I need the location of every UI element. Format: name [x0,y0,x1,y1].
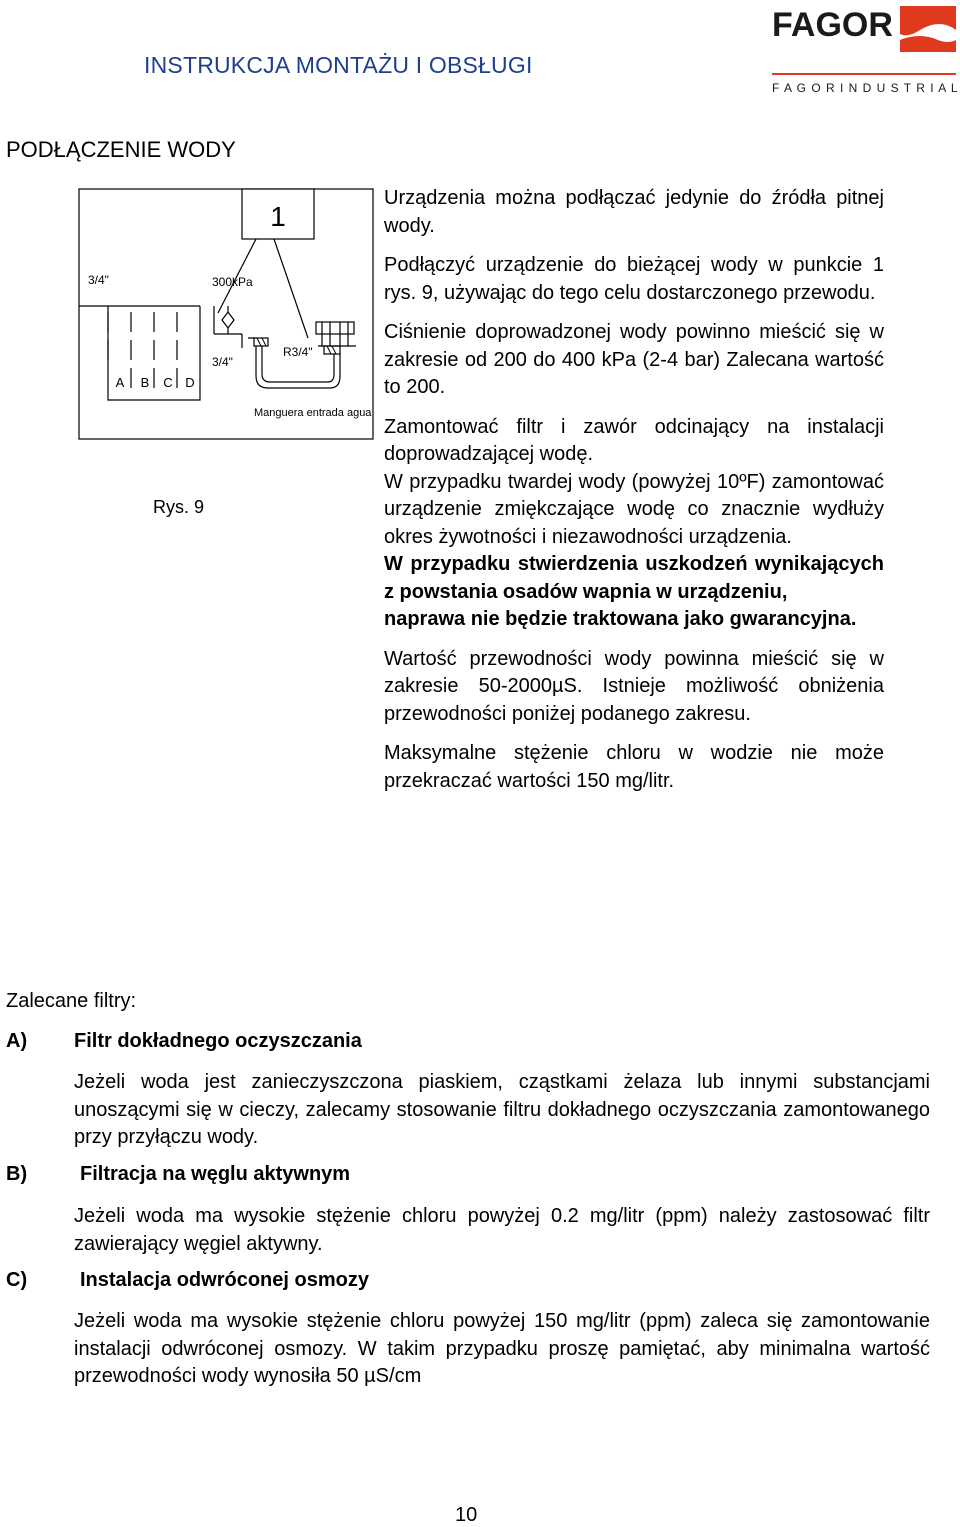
paragraph-limescale-warning: W przypadku stwierdzenia uszkodzeń wynikających z powstania osadów wapnia w urządzeniu, [384,553,884,603]
logo-emblem-icon [900,6,956,35]
paragraph-warranty-warning: naprawa nie będzie traktowana jako gwarancyjna. [384,608,857,630]
section-title: PODŁĄCZENIE WODY [6,137,236,162]
label-300kpa: 300kPa [212,275,253,289]
filter-a-title: Filtr dokładnego oczyszczania [74,1030,362,1052]
paragraph-chlorine-limit: Maksymalne stężenie chloru w wodzie nie może przekraczać wartości 150 mg/litr. [384,742,884,792]
paragraph-filter-valve: Zamontować filtr i zawór odcinający na instalacji doprowadzającej wodę. [384,415,884,465]
filters-intro: Zalecane filtry: [6,990,137,1012]
filter-label-a: A [115,375,125,390]
filter-a-body: Jeżeli woda jest zanieczyszczona piaskiem, cząstkami żelaza lub innymi substancjami unoszącymi się w cieczy, zalecamy stosowanie filtru dokładnego oczyszczania zamontowanego przy przyłączu wody. [74,1071,930,1148]
filter-label-d: D [185,375,195,390]
filter-a-letter: A) [6,1030,28,1052]
filter-b-letter: B) [6,1163,28,1185]
filter-b-heading [6,1163,350,1186]
filter-b-body: Jeżeli woda ma wysokie stężenie chloru powyżej 0.2 mg/litr (ppm) należy zastosować filtr zawierający węgiel aktywny. [74,1205,930,1255]
label-r34: R3/4" [283,345,313,359]
instructions-column [384,185,884,795]
label-three-quarter-mid: 3/4" [212,355,233,369]
paragraph-connect-hose: Podłączyć urządzenie do bieżącej wody w punkcie 1 rys. 9, używając do tego celu dostarczonego przewodu. [384,254,884,304]
document-header-title: INSTRUKCJA MONTAŻU I OBSŁUGI [144,52,533,78]
figure-caption: Rys. 9 [153,497,205,517]
filter-b-title: Filtracja na węglu aktywnym [80,1163,351,1185]
figure-number: 1 [270,201,286,232]
paragraph-pressure: Ciśnienie doprowadzonej wody powinno mieścić się w zakresie od 200 do 400 kPa (2-4 bar) Zalecana wartość to 200. [384,321,884,398]
filter-label-c: C [163,375,173,390]
paragraph-potable-water: Urządzenia można podłączać jedynie do źródła pitnej wody. [384,187,884,237]
label-three-quarter-top: 3/4" [88,273,109,287]
filter-c-letter: C) [6,1269,28,1291]
filter-c-heading [6,1269,369,1292]
water-connection-diagram [78,188,374,440]
paragraph-conductivity: Wartość przewodności wody powinna mieścić się w zakresie 50-2000µS. Istnieje możliwość obniżenia przewodności poniżej podanego zakresu. [384,647,884,725]
filter-a-heading [6,1030,362,1053]
filter-c-body: Jeżeli woda ma wysokie stężenie chloru powyżej 150 mg/litr (ppm) zaleca się zamontowanie instalacji odwróconej osmozy. W takim przypadku proszę pamiętać, aby minimalna wartość przewodności wody wynosiła 50 µS/cm [74,1310,930,1387]
paragraph-hard-water: W przypadku twardej wody (powyżej 10ºF) zamontować urządzenie zmiękczające wodę co znacznie wydłuży okres żywotności i niezawodności urządzenia. [384,470,884,548]
page-number: 10 [455,1504,478,1526]
fagor-logo [770,0,960,100]
label-hose: Manguera entrada agua [254,407,372,419]
filter-label-b: B [140,375,150,390]
logo-text: FAGOR [772,6,893,44]
filter-c-title: Instalacja odwróconej osmozy [80,1269,369,1291]
logo-subtext: F A G O R I N D U S T R I A L [772,81,959,95]
